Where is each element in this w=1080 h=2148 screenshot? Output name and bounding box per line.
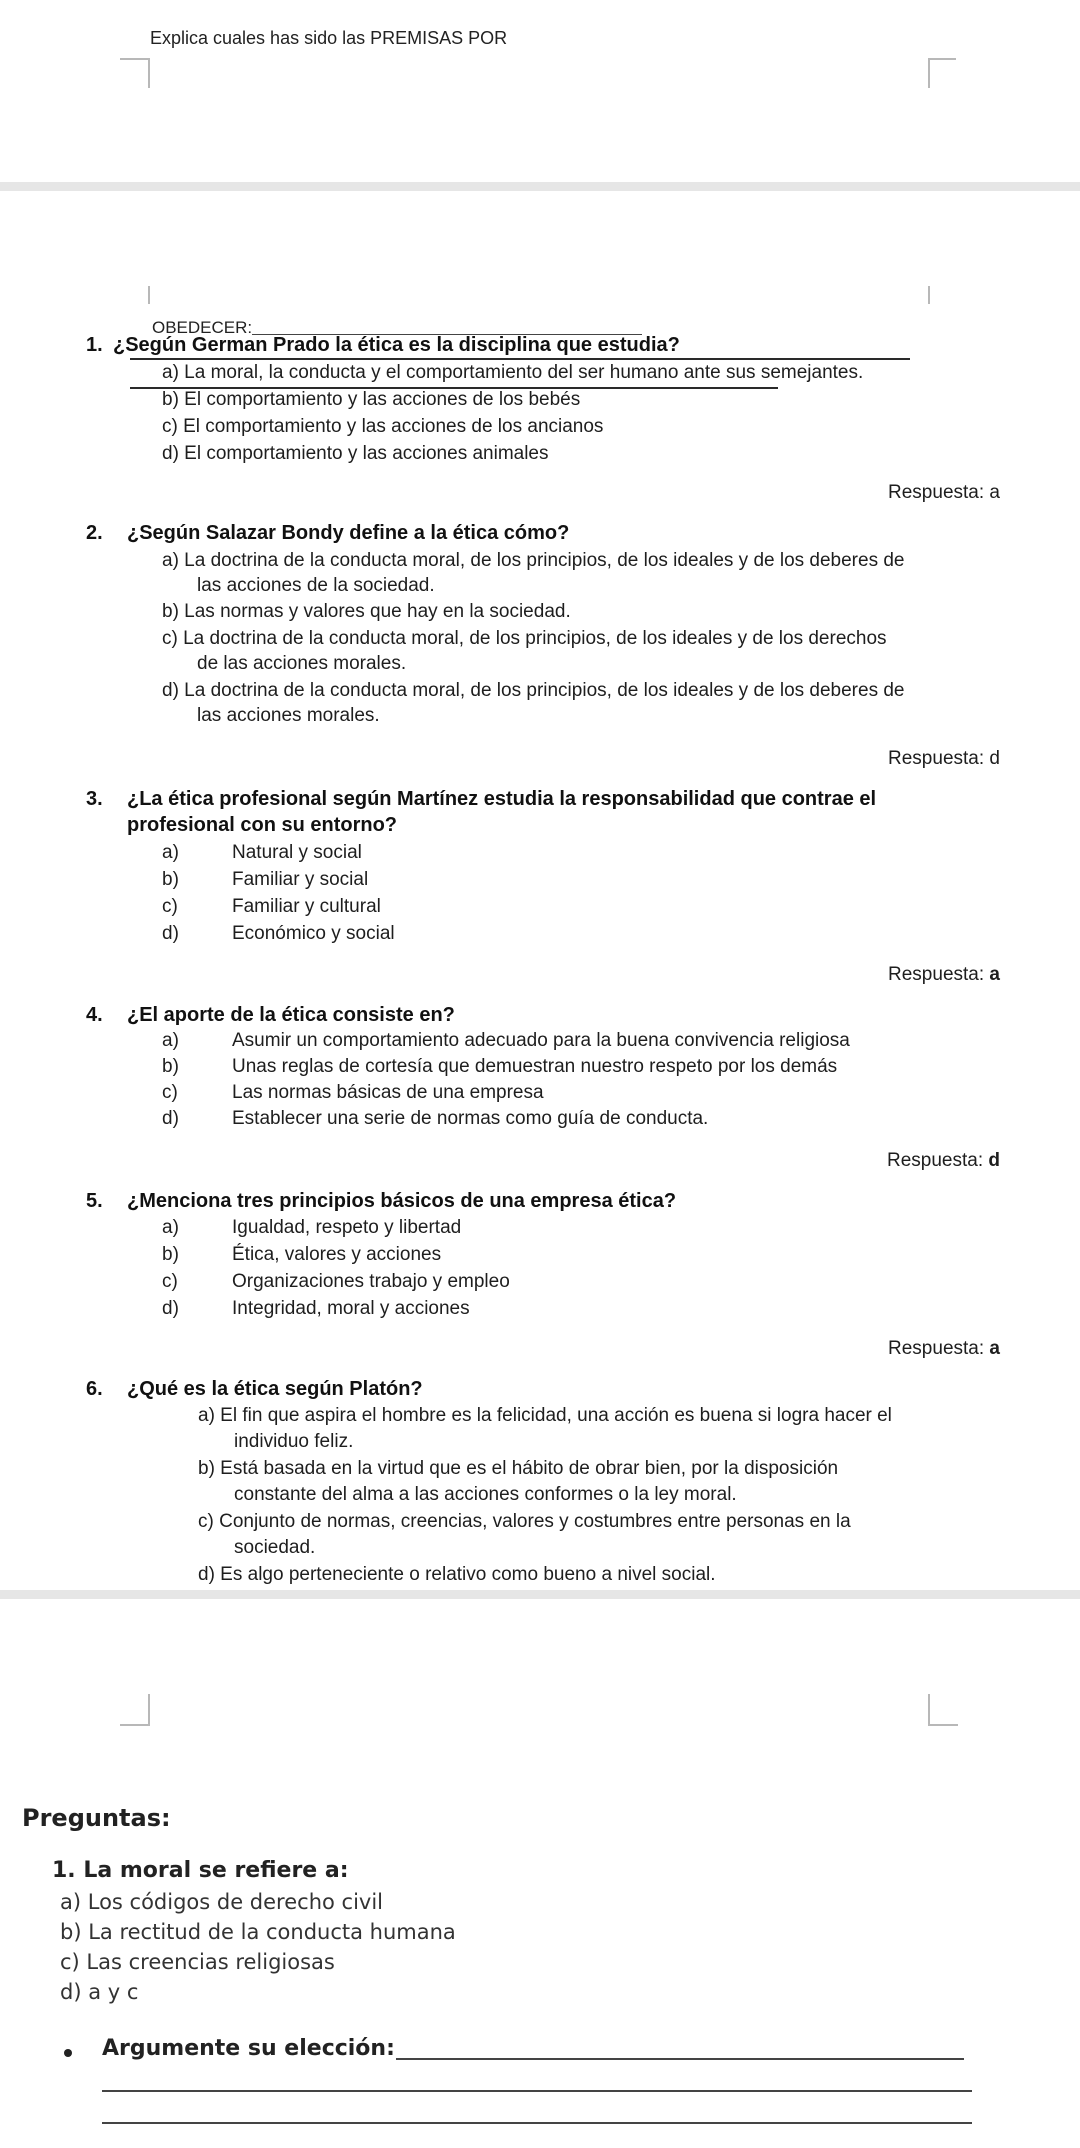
question-5-letter-b: b) (162, 1244, 179, 1265)
crop-mark-top-left-v (148, 58, 150, 88)
argument-answer-line-3 (102, 2122, 972, 2124)
question-4-option-a: Asumir un comportamiento adecuado para la buena convivencia religiosa (232, 1030, 850, 1051)
preguntas-title: Preguntas: (22, 1804, 171, 1832)
question-2-option-a: a) La doctrina de la conducta moral, de los principios, de los ideales y de los deberes de (162, 550, 905, 571)
argument-label: Argumente su elección: (102, 2036, 395, 2061)
question-4-answer (887, 1150, 1000, 1172)
question-2-option-d-cont: las acciones morales. (197, 705, 380, 726)
question-6-option-b-cont: constante del alma a las acciones conformes o la ley moral. (234, 1484, 737, 1505)
question-6-option-c: c) Conjunto de normas, creencias, valores y costumbres entre personas en la (198, 1511, 851, 1532)
question-6-option-a-cont: individuo feliz. (234, 1431, 354, 1452)
page-separator-band (0, 182, 1080, 191)
question-2-option-d: d) La doctrina de la conducta moral, de los principios, de los ideales y de los deberes de (162, 680, 905, 701)
question-1-answer (888, 482, 1000, 504)
question-2-option-c: c) La doctrina de la conducta moral, de los principios, de los ideales y de los derechos (162, 628, 887, 649)
answer-value: d (988, 1150, 1000, 1171)
crop-mark-bottom-left (120, 1724, 150, 1726)
argument-answer-line-1 (396, 2058, 964, 2060)
obedecer-label: OBEDECER: (152, 318, 253, 337)
preguntas-option-c: c) Las creencias religiosas (60, 1950, 335, 1974)
answer-value: a (989, 1338, 1000, 1359)
page-separator-band-2 (0, 1590, 1080, 1599)
question-3-answer (888, 964, 1000, 986)
question-3-text-line1: ¿La ética profesional según Martínez estudia la responsabilidad que contrae el (127, 788, 877, 810)
bullet-icon (64, 2049, 72, 2057)
answer-label: Respuesta: (888, 1338, 985, 1359)
question-4-letter-b: b) (162, 1056, 179, 1077)
crop-mark-bottom-right (928, 1724, 958, 1726)
question-2-option-c-cont: de las acciones morales. (197, 653, 407, 674)
question-3-option-c: Familiar y cultural (232, 896, 381, 917)
question-2-option-a-cont: las acciones de la sociedad. (197, 575, 435, 596)
question-3-number: 3. (86, 788, 103, 810)
question-6-option-a: a) El fin que aspira el hombre es la felicidad, una acción es buena si logra hacer el (198, 1405, 892, 1426)
question-2-answer (888, 748, 1000, 770)
question-5-number: 5. (86, 1190, 103, 1212)
question-3-option-b: Familiar y social (232, 869, 369, 890)
answer-label: Respuesta: (886, 1150, 984, 1171)
question-4-text: ¿El aporte de la ética consiste en? (127, 1004, 455, 1026)
question-2-option-b: b) Las normas y valores que hay en la sociedad. (162, 601, 571, 622)
question-5-option-b: Ética, valores y acciones (232, 1244, 442, 1265)
preguntas-option-d: d) a y c (60, 1980, 139, 2004)
question-4-letter-a: a) (162, 1030, 179, 1051)
question-3-letter-d: d) (162, 923, 179, 944)
question-1-option-c: c) El comportamiento y las acciones de los ancianos (162, 416, 604, 437)
question-5-text: ¿Menciona tres principios básicos de una empresa ética? (127, 1190, 677, 1212)
question-6-number: 6. (86, 1378, 103, 1400)
question-3-letter-c: c) (162, 896, 178, 917)
argument-answer-line-2 (102, 2090, 972, 2092)
crop-mark-mid-left (148, 286, 150, 304)
crop-mark-top-right-v (928, 58, 930, 88)
crop-mark-top-right (928, 58, 956, 60)
crop-mark-top-left (120, 58, 148, 60)
question-6-text: ¿Qué es la ética según Platón? (127, 1378, 423, 1400)
preguntas-option-a: a) Los códigos de derecho civil (60, 1890, 384, 1914)
question-5-option-d: Integridad, moral y acciones (232, 1298, 470, 1319)
answer-label: Respuesta: (888, 482, 985, 503)
answer-label: Respuesta: (888, 964, 985, 985)
question-1-option-b: b) El comportamiento y las acciones de los bebés (162, 389, 581, 410)
question-3-text-line2: profesional con su entorno? (127, 814, 398, 836)
question-5-answer (888, 1338, 1000, 1360)
question-4-letter-d: d) (162, 1108, 179, 1129)
question-2-text: ¿Según Salazar Bondy define a la ética cómo? (127, 522, 570, 544)
preguntas-option-b: b) La rectitud de la conducta humana (60, 1920, 456, 1944)
question-2-number: 2. (86, 522, 103, 544)
preguntas-question-1: 1. La moral se refiere a: (52, 1858, 349, 1883)
question-1-option-d: d) El comportamiento y las acciones animales (162, 443, 549, 464)
question-5-letter-a: a) (162, 1217, 179, 1238)
question-6-option-c-cont: sociedad. (234, 1537, 316, 1558)
question-3-letter-a: a) (162, 842, 179, 863)
answer-value: d (989, 748, 1000, 769)
answer-label: Respuesta: (888, 748, 985, 769)
crop-mark-mid-right (928, 286, 930, 304)
question-4-option-b: Unas reglas de cortesía que demuestran nuestro respeto por los demás (232, 1056, 838, 1077)
question-3-option-d: Económico y social (232, 923, 395, 944)
answer-value: a (989, 964, 1000, 985)
answer-value: a (989, 482, 1000, 503)
question-4-letter-c: c) (162, 1082, 178, 1103)
question-1-text: ¿Según German Prado la ética es la disciplina que estudia? (113, 334, 680, 356)
prompt-text: Explica cuales has sido las PREMISAS POR (150, 28, 508, 48)
question-4-number: 4. (86, 1004, 103, 1026)
question-5-letter-c: c) (162, 1271, 178, 1292)
question-3-option-a: Natural y social (232, 842, 362, 863)
question-1-strike (130, 358, 910, 360)
question-1-number: 1. (86, 334, 103, 356)
crop-mark-bottom-left-v (148, 1694, 150, 1724)
question-5-option-a: Igualdad, respeto y libertad (232, 1217, 462, 1238)
question-5-option-c: Organizaciones trabajo y empleo (232, 1271, 510, 1292)
crop-mark-bottom-right-v (928, 1694, 930, 1724)
question-4-option-c: Las normas básicas de una empresa (232, 1082, 544, 1103)
question-5-letter-d: d) (162, 1298, 179, 1319)
question-6-option-d: d) Es algo perteneciente o relativo como bueno a nivel social. (198, 1564, 716, 1585)
question-4-option-d: Establecer una serie de normas como guía de conducta. (232, 1108, 709, 1129)
question-3-letter-b: b) (162, 869, 179, 890)
question-1-option-a: a) La moral, la conducta y el comportamiento del ser humano ante sus semejantes. (162, 362, 864, 383)
question-6-option-b: b) Está basada en la virtud que es el hábito de obrar bien, por la disposición (198, 1458, 839, 1479)
